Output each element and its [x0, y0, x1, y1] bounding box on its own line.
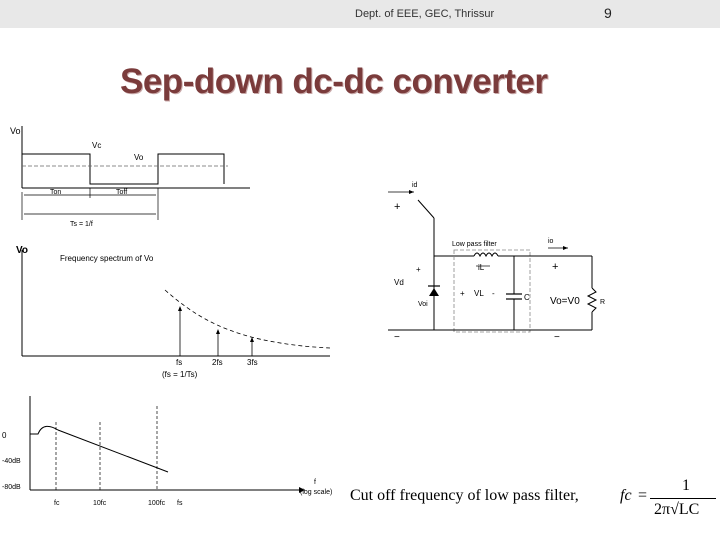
output-minus-sign: −	[554, 332, 560, 343]
vo-label: Vo	[134, 153, 144, 162]
diode-symbol	[429, 288, 439, 296]
vo-equals-label: Vo=V0	[550, 296, 580, 307]
pulse-waveform	[22, 154, 224, 184]
bode-tick-80db: -80dB	[2, 484, 21, 491]
formula-text: Cut off frequency of low pass filter,	[350, 487, 579, 504]
vl-minus-sign: -	[492, 289, 495, 298]
output-waveform-diagram	[0, 118, 340, 233]
id-arrow	[409, 190, 414, 194]
harmonic-2fs-arrow	[216, 329, 220, 334]
spectrum-caption: Frequency spectrum of Vo	[60, 254, 154, 263]
formula-denominator: 2π√LC	[654, 501, 700, 518]
vl-plus-sign: +	[460, 289, 465, 298]
c-label: C	[524, 293, 530, 302]
input-plus-sign: +	[394, 201, 401, 213]
buck-converter-circuit	[378, 170, 618, 350]
spectrum-note: (fs = 1/Ts)	[162, 370, 198, 379]
bode-tick-fs: fs	[177, 500, 183, 507]
bode-tick-40db: -40dB	[2, 458, 21, 465]
formula-numerator: 1	[682, 477, 690, 494]
magnitude-response-curve	[30, 426, 168, 472]
vc-label: Vc	[92, 141, 102, 150]
io-arrow	[563, 246, 568, 250]
filter-bode-plot	[0, 392, 345, 517]
id-label: id	[412, 182, 418, 189]
bode-tick-10fc: 10fc	[93, 500, 107, 507]
toff-label: Toff	[116, 189, 128, 196]
ton-label: Ton	[50, 189, 62, 196]
harmonic-fs-arrow	[178, 306, 182, 311]
period-label: Ts = 1/f	[70, 221, 93, 228]
formula-equals: =	[638, 487, 648, 504]
il-label: iL	[478, 263, 485, 272]
voi-label: Voi	[418, 301, 428, 308]
formula-lhs: fc	[620, 487, 632, 504]
inductor-symbol	[474, 253, 498, 256]
bode-x-label-scale: (log scale)	[300, 489, 333, 496]
envelope-curve	[165, 290, 330, 348]
output-plus-sign: +	[552, 261, 559, 273]
fraction-bar	[650, 498, 716, 499]
input-minus-sign: −	[394, 332, 400, 343]
switch-blade	[418, 200, 434, 218]
bode-x-label: f	[314, 479, 316, 486]
r-label: R	[600, 299, 606, 306]
bode-tick-0db: 0	[2, 431, 7, 440]
bode-tick-fc: fc	[54, 500, 60, 507]
io-label: io	[548, 238, 554, 245]
tick-fs: fs	[176, 358, 183, 367]
tick-2fs: 2fs	[212, 358, 223, 367]
vd-label: Vd	[394, 278, 404, 287]
spectrum-y-label: Vo	[16, 245, 29, 256]
vd-plus-sign: +	[416, 265, 421, 274]
resistor-symbol	[588, 288, 596, 312]
waveform-y-label: Vo	[10, 126, 21, 136]
dept-label: Dept. of EEE, GEC, Thrissur	[355, 8, 495, 20]
vl-label: VL	[474, 289, 484, 298]
page-number: 9	[604, 5, 612, 21]
slide-title: Sep-down dc-dc converter	[120, 62, 548, 101]
bode-tick-100fc: 100fc	[148, 500, 166, 507]
tick-3fs: 3fs	[247, 358, 258, 367]
frequency-spectrum-diagram	[0, 238, 340, 383]
lpf-label: Low pass filter	[452, 241, 497, 248]
